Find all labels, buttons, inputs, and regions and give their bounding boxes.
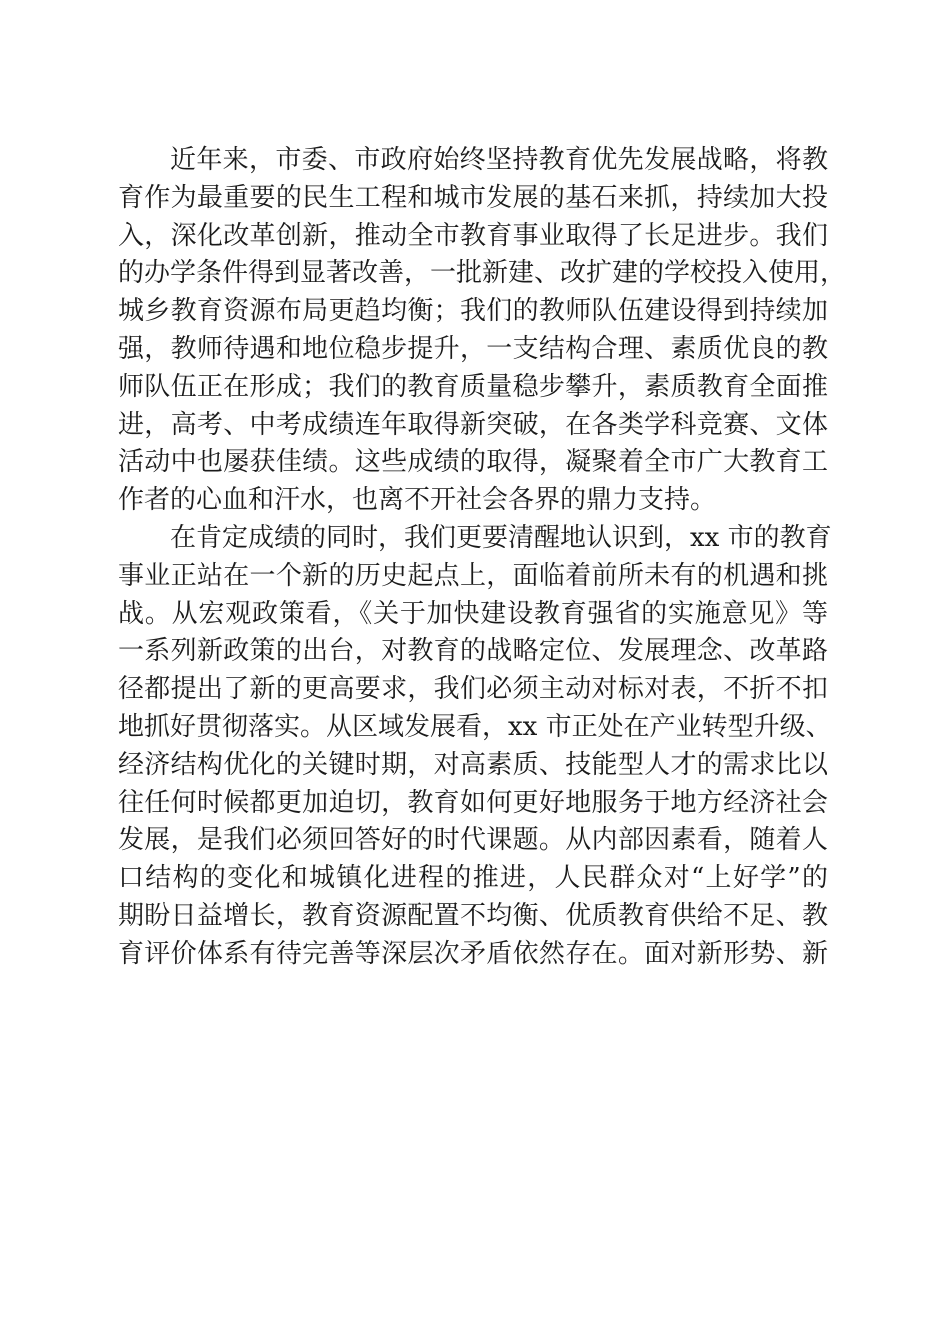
text-line: 一系列新政策的出台，对教育的战略定位、发展理念、改革路 xyxy=(118,636,828,667)
text-line: 入，深化改革创新，推动全市教育事业取得了长足进步。我们 xyxy=(118,220,828,251)
paragraph-challenges xyxy=(118,520,832,974)
document-body xyxy=(118,142,847,974)
text-line: 进，高考、中考成绩连年取得新突破，在各类学科竞赛、文体 xyxy=(118,409,828,440)
text-line: 近年来，市委、市政府始终坚持教育优先发展战略，将教 xyxy=(170,145,828,175)
text-line: 育评价体系有待完善等深层次矛盾依然存在。面对新形势、新 xyxy=(118,938,828,969)
text-line: 作者的心血和汗水，也离不开社会各界的鼎力支持。 xyxy=(118,485,717,516)
text-line: 战。从宏观政策看，《关于加快建设教育强省的实施意见》等 xyxy=(118,598,828,629)
text-line: 师队伍正在形成；我们的教育质量稳步攀升，素质教育全面推 xyxy=(118,371,828,402)
text-line: 期盼日益增长，教育资源配置不均衡、优质教育供给不足、教 xyxy=(118,900,828,931)
text-line: 育作为最重要的民生工程和城市发展的基石来抓，持续加大投 xyxy=(118,182,828,213)
text-line: 城乡教育资源布局更趋均衡；我们的教师队伍建设得到持续加 xyxy=(118,296,828,327)
text-line: 经济结构优化的关键时期，对高素质、技能型人才的需求比以 xyxy=(118,749,828,780)
text-line: 在肯定成绩的同时，我们更要清醒地认识到，xx 市的教育 xyxy=(170,522,832,553)
text-line: 往任何时候都更加迫切，教育如何更好地服务于地方经济社会 xyxy=(118,787,828,818)
paragraph-achievements xyxy=(118,142,847,520)
text-line: 口结构的变化和城镇化进程的推进，人民群众对“上好学”的 xyxy=(118,863,828,894)
text-line: 事业正站在一个新的历史起点上，面临着前所未有的机遇和挑 xyxy=(118,560,828,591)
text-line: 径都提出了新的更高要求，我们必须主动对标对表，不折不扣 xyxy=(118,674,828,705)
text-line: 的办学条件得到显著改善，一批新建、改扩建的学校投入使用， xyxy=(118,258,847,289)
text-line: 强，教师待遇和地位稳步提升，一支结构合理、素质优良的教 xyxy=(118,333,828,364)
text-line: 活动中也屡获佳绩。这些成绩的取得，凝聚着全市广大教育工 xyxy=(118,447,828,478)
text-line: 发展，是我们必须回答好的时代课题。从内部因素看，随着人 xyxy=(118,825,828,856)
text-line: 地抓好贯彻落实。从区域发展看，xx 市正处在产业转型升级、 xyxy=(118,711,832,742)
